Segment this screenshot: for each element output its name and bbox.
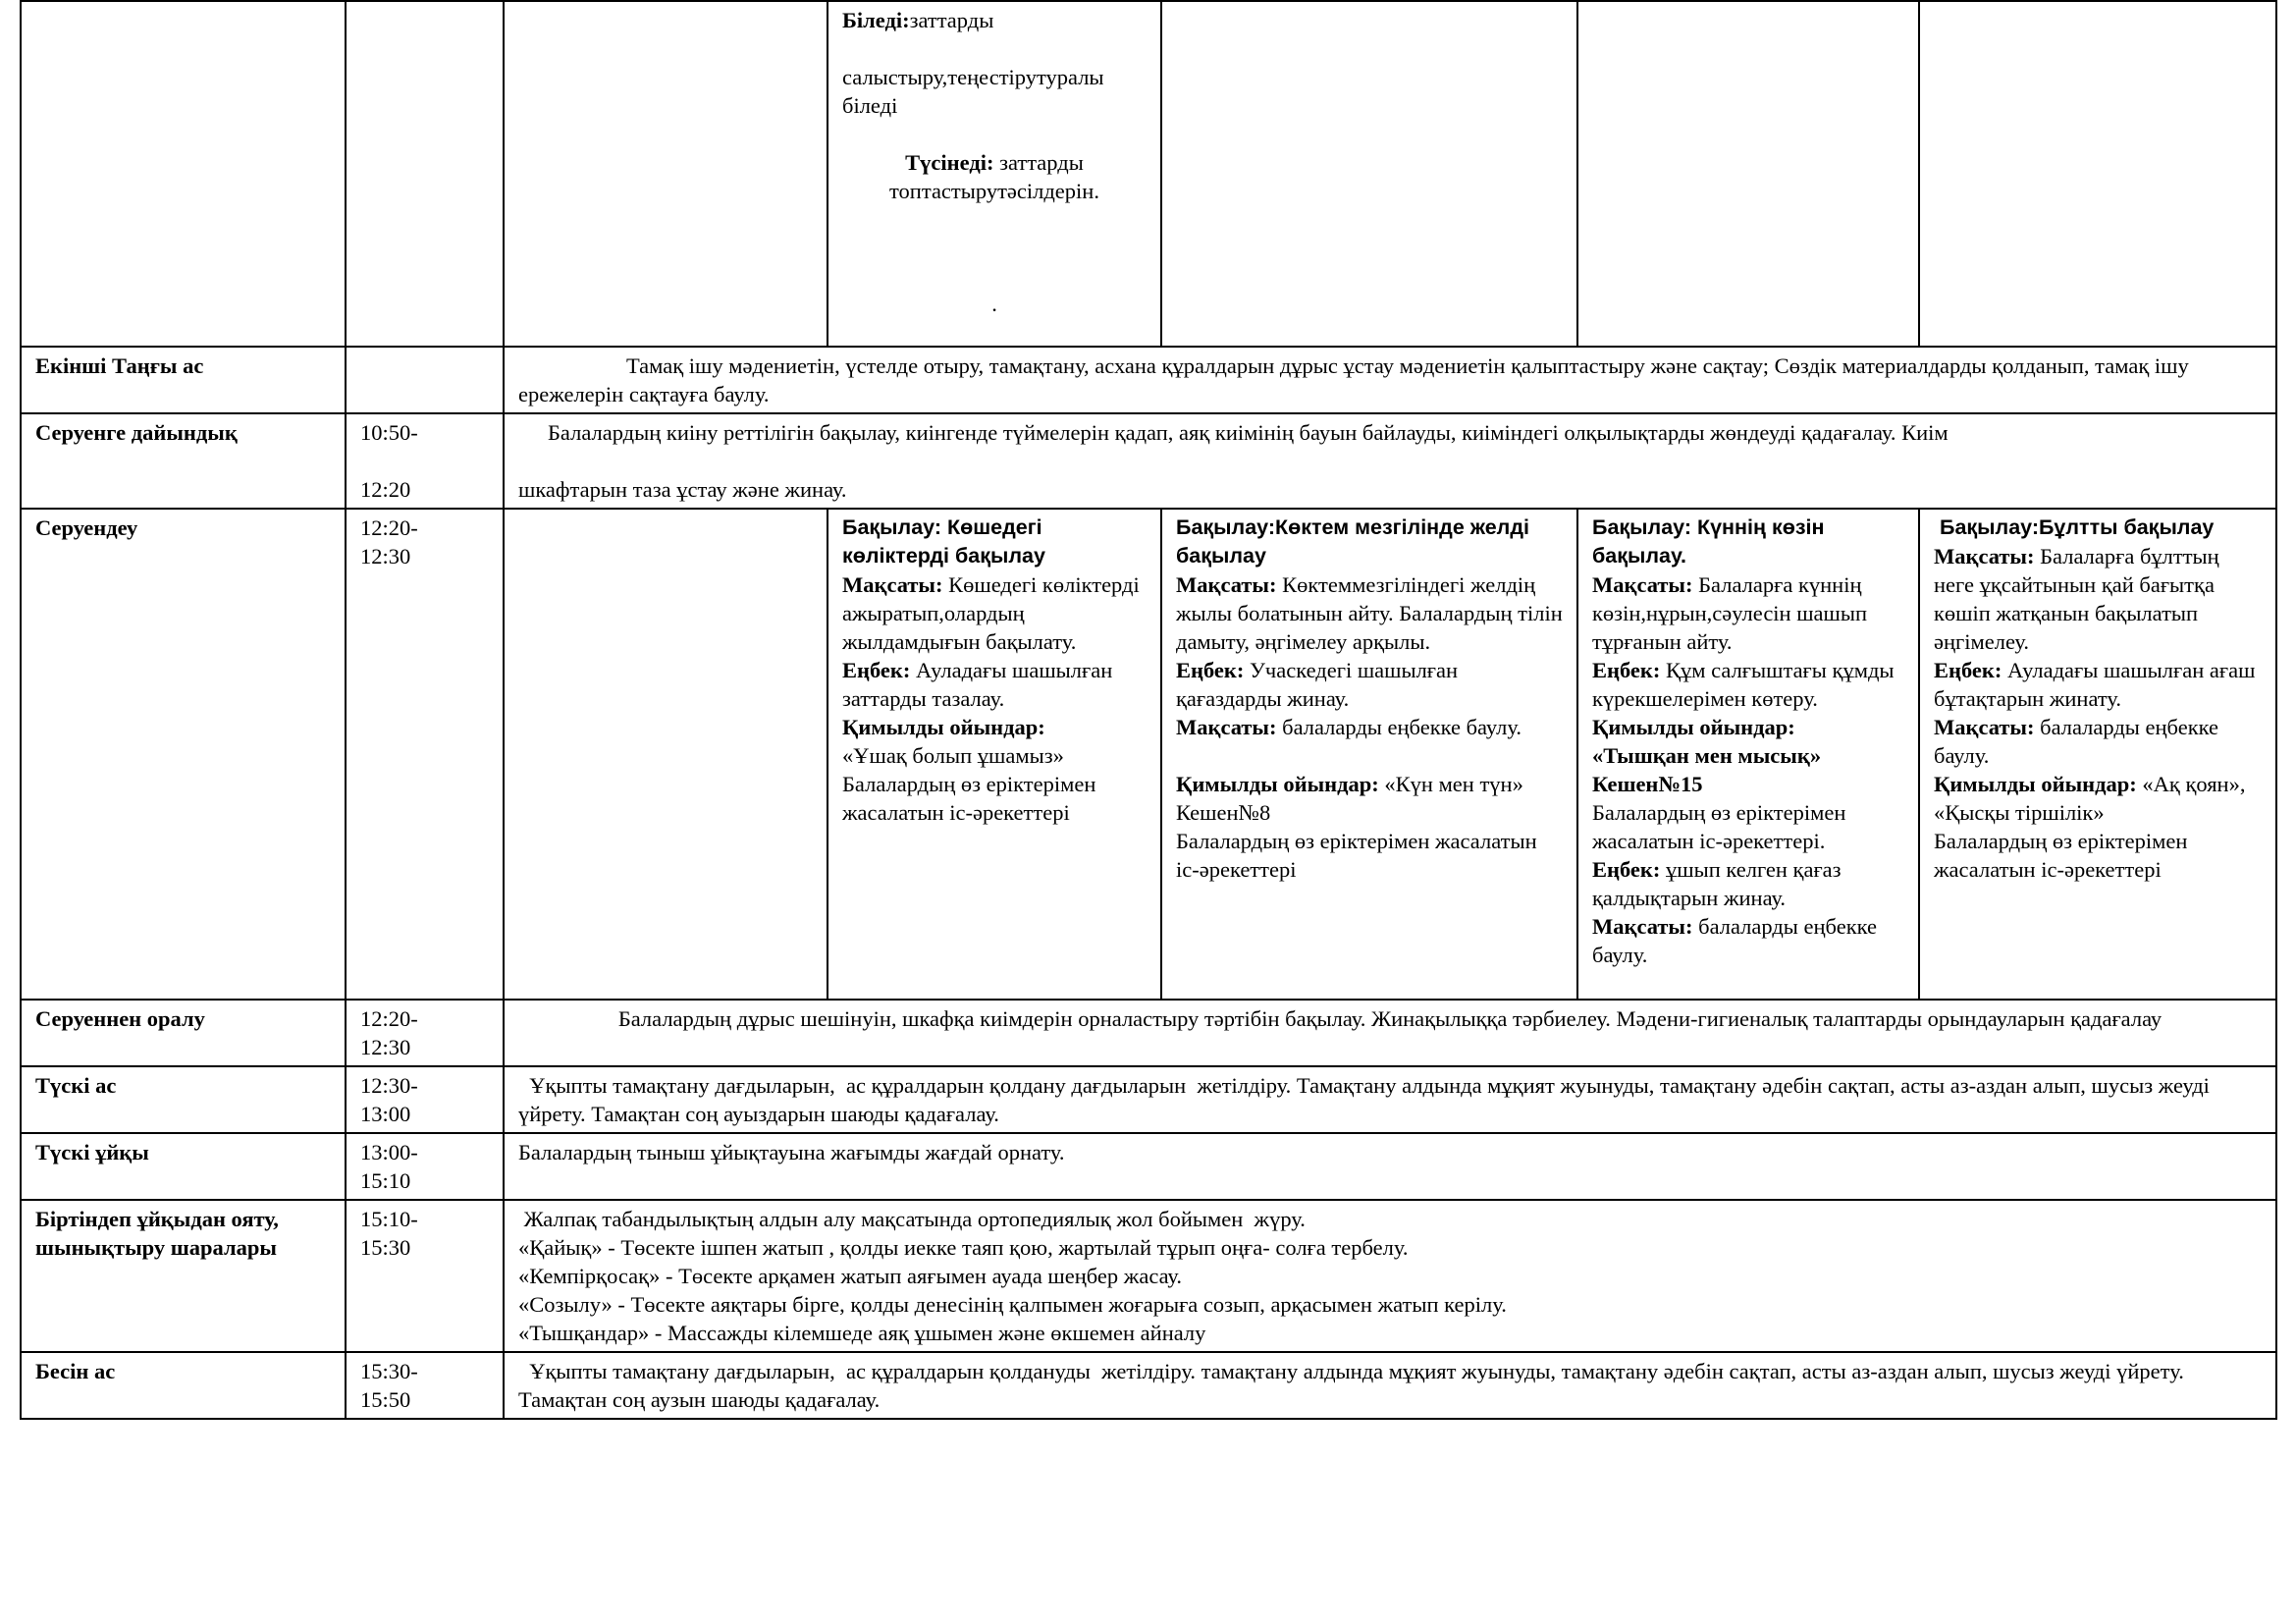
exercise-line: «Тышқандар» - Массажды кілемшеде аяқ ұшымен және өкшемен айналу (518, 1321, 1206, 1345)
games-text: «Күн мен түн» (1378, 772, 1523, 796)
understands-label: Түсінеді: (905, 150, 994, 175)
table-row (21, 1352, 2276, 1419)
games-text: «Ұшақ болып ұшамыз» (842, 743, 1064, 768)
walk-day-1 (828, 509, 1161, 1000)
row-text: Ұқыпты тамақтану дағдыларын, ас құралдарын қолдануды жетілдіру. тамақтану алдында мұқият жуынуды, тамақтану әдебін сақтап, асты аз-аздан алып, шусыз жеуді үйрету. Тамақтан соң аузын шаюды қадағалау. (504, 1352, 2276, 1419)
walk-day-2 (1161, 509, 1577, 1000)
row-name: Серуендеу (21, 509, 346, 1000)
cell-empty (1919, 1, 2276, 347)
row-name: Серуенге дайындық (21, 413, 346, 509)
cell-empty (1577, 1, 1919, 347)
table-row (21, 1066, 2276, 1133)
row-time: 12:30- 13:00 (346, 1066, 504, 1133)
free-activity-text: Балалардың өз еріктерімен жасалатын іс-әрекеттері. (1592, 800, 1846, 853)
row-name: Бесін ас (21, 1352, 346, 1419)
observation-heading: Бақылау: Күннің көзін бақылау. (1592, 515, 1825, 568)
games-label: Қимылды ойындар: (1934, 772, 2137, 796)
table-row (21, 1200, 2276, 1352)
row-text: Тамақ ішу мәдениетін, үстелде отыру, тамақтану, асхана құралдарын дұрыс ұстау мәдениетін қалыптастыру және сақтау; Сөздік материалдарды қолданып, тамақ ішу ережелерін сақтауға баулу. (504, 347, 2276, 413)
table-row (21, 509, 2276, 1000)
observation-heading: Бақылау:Бұлтты бақылау (1940, 515, 2215, 539)
goal-text: балаларды еңбекке баулу. (1592, 914, 1877, 967)
cell-empty (504, 509, 828, 1000)
observation-heading: Бақылау: Көшедегі көліктерді бақылау (842, 515, 1045, 568)
row-text: Ұқыпты тамақтану дағдыларын, ас құралдарын қолдану дағдыларын жетілдіру. Тамақтану алдында мұқият жуынуды, тамақтану әдебін сақтап, асты аз-аздан алып, шусыз жеуді үйрету. Тамақтан соң ауыздарын шаюды қадағалау. (504, 1066, 2276, 1133)
games-label: Қимылды ойындар: (1176, 772, 1379, 796)
row-text: Балалардың дұрыс шешінуін, шкафқа киімдерін орналастыру тәртібін бақылау. Жинақылыққа тәрбиелеу. Мәдени-гигиеналық талаптарды орындауларын қадағалау (504, 1000, 2276, 1066)
exercise-line: «Созылу» - Төсекте аяқтары бірге, қолды денесінің қалпымен жоғарыға созып, арқасымен жатып керілу. (518, 1292, 1507, 1317)
row-text (504, 413, 2276, 509)
daily-plan-table (20, 0, 2277, 1420)
goal-label: Мақсаты: (1176, 715, 1277, 739)
work-label: Еңбек: (1592, 857, 1661, 882)
goal-text: Балаларға күннің көзін,нұрын,сәулесін шашып тұрғанын айту. (1592, 572, 1868, 654)
row-name: Түскі ас (21, 1066, 346, 1133)
observation-heading: Бақылау:Көктем мезгілінде желді бақылау (1176, 515, 1529, 568)
knows-text: заттарды (909, 8, 994, 32)
complex-text: Кешен№15 (1592, 772, 1703, 796)
goal-label: Мақсаты: (1592, 914, 1693, 939)
work-label: Еңбек: (1592, 658, 1661, 682)
row-text: Балалардың тыныш ұйықтауына жағымды жағдай орнату. (504, 1133, 2276, 1200)
table-row (21, 1133, 2276, 1200)
row-time: 15:10- 15:30 (346, 1200, 504, 1352)
exercise-line: «Кемпірқосақ» - Төсекте арқамен жатып аяғымен ауада шеңбер жасау. (518, 1264, 1183, 1288)
games-title: «Тышқан мен мысық» (1592, 743, 1822, 768)
row-text-line: Балалардың киіну реттілігін бақылау, киінгенде түймелерін қадап, аяқ киімінің бауын байлауды, киіміндегі олқылықтарды жөндеуді қадағалау. Киім (548, 420, 1949, 445)
work-text: Учаскедегі шашылған қағаздарды жинау. (1176, 658, 1459, 711)
complex-text: Кешен№8 (1176, 800, 1271, 825)
row-time (346, 413, 504, 509)
row-name: Түскі ұйқы (21, 1133, 346, 1200)
row-text (504, 1200, 2276, 1352)
row-time: 12:20- 12:30 (346, 1000, 504, 1066)
goal-text: балаларды еңбекке баулу. (1276, 715, 1522, 739)
free-activity-text: Балалардың өз еріктерімен жасалатын іс-әрекеттері (1176, 829, 1537, 882)
goal-label: Мақсаты: (842, 572, 943, 597)
cell-empty (346, 1, 504, 347)
exercise-line: «Қайық» - Төсекте ішпен жатып , қолды иекке таяп қою, жартылай тұрып оңға- солға тербелу. (518, 1235, 1409, 1260)
work-text: Ауладағы шашылған ағаш бұтақтарын жинату. (1934, 658, 2256, 711)
goal-text: Көшедегі көліктерді ажыратып,олардың жылдамдығын бақылату. (842, 572, 1140, 654)
row-time: 15:30- 15:50 (346, 1352, 504, 1419)
games-label: Қимылды ойындар: (842, 715, 1045, 739)
knows-label: Біледі: (842, 8, 910, 32)
table-row (21, 413, 2276, 509)
row-name: Екінші Таңғы ас (21, 347, 346, 413)
row-time: 12:20- 12:30 (346, 509, 504, 1000)
row-time (346, 347, 504, 413)
row-time-end: 12:20 (360, 477, 411, 502)
goal-label: Мақсаты: (1934, 544, 2035, 568)
cell-knows-understands (828, 1, 1161, 347)
row-text-line: шкафтарын таза ұстау және жинау. (518, 477, 847, 502)
work-text: Ауладағы шашылған заттарды тазалау. (842, 658, 1113, 711)
table-row (21, 347, 2276, 413)
walk-day-3 (1577, 509, 1919, 1000)
free-activity-text: Балалардың өз еріктерімен жасалатын іс-әрекеттері (1934, 829, 2188, 882)
work-text: Құм салғыштағы құмды күрекшелерімен көтеру. (1592, 658, 1895, 711)
row-time-start: 10:50- (360, 420, 418, 445)
goal-label: Мақсаты: (1592, 572, 1693, 597)
work-text: ұшып келген қағаз қалдықтарын жинау. (1592, 857, 1842, 910)
work-label: Еңбек: (842, 658, 911, 682)
table-row (21, 1000, 2276, 1066)
walk-day-4 (1919, 509, 2276, 1000)
table-row-top (21, 1, 2276, 347)
cell-empty (504, 1, 828, 347)
knows-text-2: салыстыру,теңестірутуралы біледі (842, 65, 1104, 118)
dot-text: . (991, 292, 997, 316)
goal-text: Көктеммезгіліндегі желдің жылы болатынын айту. Балалардың тілін дамыту, әңгімелеу арқылы. (1176, 572, 1563, 654)
exercise-line: Жалпақ табандылықтың алдын алу мақсатында ортопедиялық жол бойымен жүру. (518, 1207, 1306, 1231)
games-text: «Ақ қоян», «Қысқы тіршілік» (1934, 772, 2246, 825)
row-name: Біртіндеп ұйқыдан ояту, шынықтыру шаралары (21, 1200, 346, 1352)
row-name: Серуеннен оралу (21, 1000, 346, 1066)
work-label: Еңбек: (1934, 658, 2002, 682)
work-label: Еңбек: (1176, 658, 1245, 682)
free-activity-text: Балалардың өз еріктерімен жасалатын іс-әрекеттері (842, 772, 1096, 825)
goal-text: Балаларға бұлттың неге ұқсайтынын қай бағытқа көшіп жатқанын бақылатып әңгімелеу. (1934, 544, 2219, 654)
row-time: 13:00- 15:10 (346, 1133, 504, 1200)
cell-empty (1161, 1, 1577, 347)
goal-label: Мақсаты: (1176, 572, 1277, 597)
understands-text: заттарды топтастырутәсілдерін. (889, 150, 1099, 203)
goal-label: Мақсаты: (1934, 715, 2035, 739)
cell-empty (21, 1, 346, 347)
games-label: Қимылды ойындар: (1592, 715, 1795, 739)
goal-text: балаларды еңбекке баулу. (1934, 715, 2218, 768)
